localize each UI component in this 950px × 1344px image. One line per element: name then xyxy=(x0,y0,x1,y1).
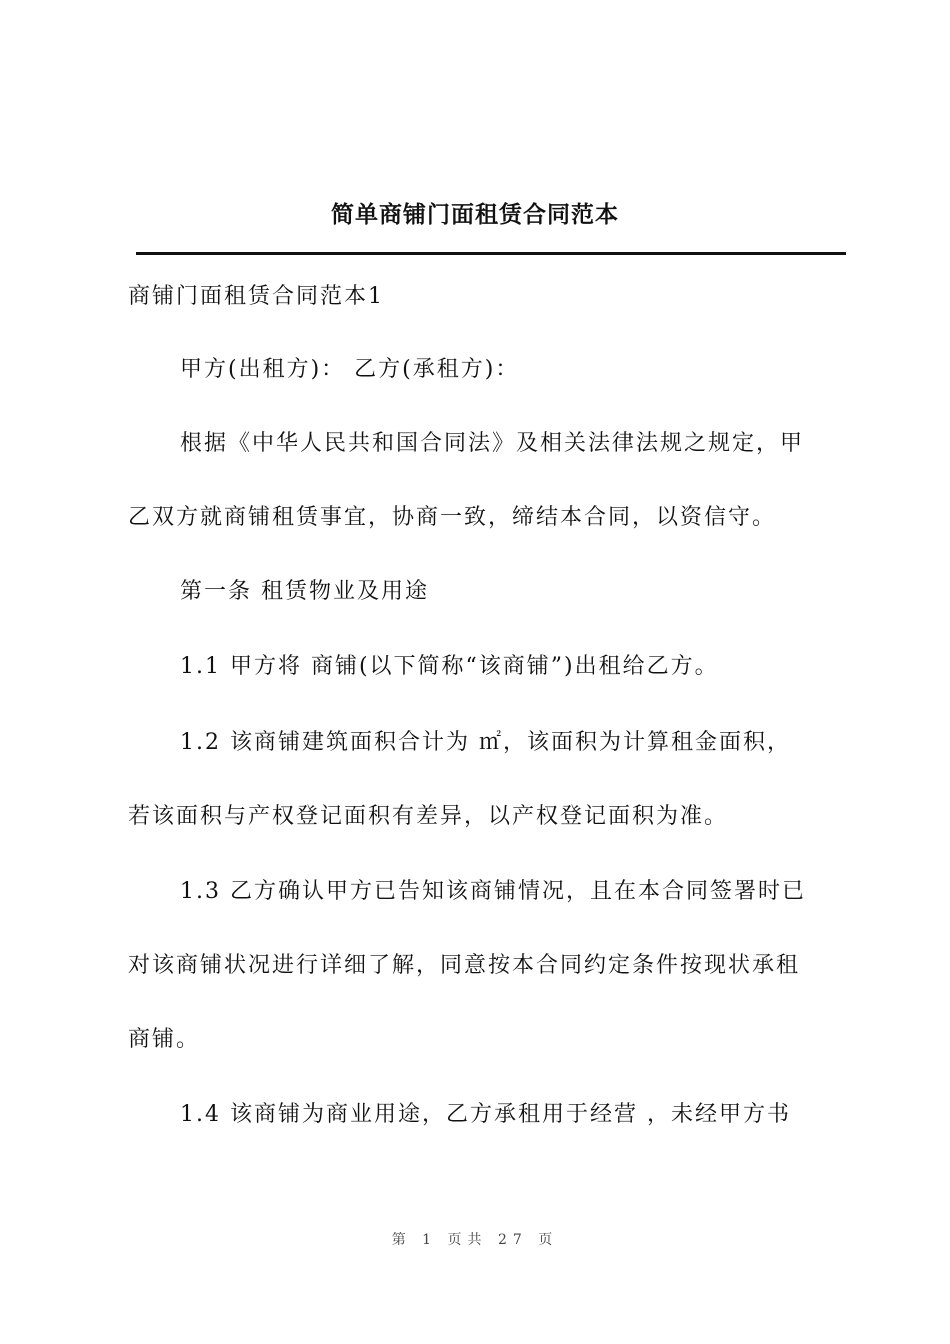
document-title: 简单商铺门面租赁合同范本 xyxy=(331,201,619,228)
paragraph-line: 若该面积与产权登记面积有差异，以产权登记面积为准。 xyxy=(128,804,729,829)
party-line: 甲方(出租方)： 乙方(承租方)： xyxy=(180,357,520,382)
clause-line: 1.1 甲方将 商铺(以下简称“该商铺”)出租给乙方。 xyxy=(180,654,719,679)
paragraph-line: 根据《中华人民共和国合同法》及相关法律法规之规定，甲 xyxy=(180,431,805,456)
paragraph-line: 对该商铺状况进行详细了解，同意按本合同约定条件按现状承租 xyxy=(128,953,801,978)
section-heading: 商铺门面租赁合同范本1 xyxy=(128,284,384,309)
title-divider xyxy=(136,252,846,255)
paragraph-line: 商铺。 xyxy=(128,1027,201,1052)
article-heading: 第一条 租赁物业及用途 xyxy=(180,579,429,604)
paragraph-line: 乙双方就商铺租赁事宜，协商一致，缔结本合同，以资信守。 xyxy=(128,505,777,530)
clause-line: 1.2 该商铺建筑面积合计为 ㎡，该面积为计算租金面积， xyxy=(180,730,791,755)
page-number: 第 1 页共 27 页 xyxy=(391,1232,559,1248)
clause-line: 1.3 乙方确认甲方已告知该商铺情况，且在本合同签署时已 xyxy=(180,879,806,904)
clause-line: 1.4 该商铺为商业用途，乙方承租用于经营 ，未经甲方书 xyxy=(180,1102,791,1127)
